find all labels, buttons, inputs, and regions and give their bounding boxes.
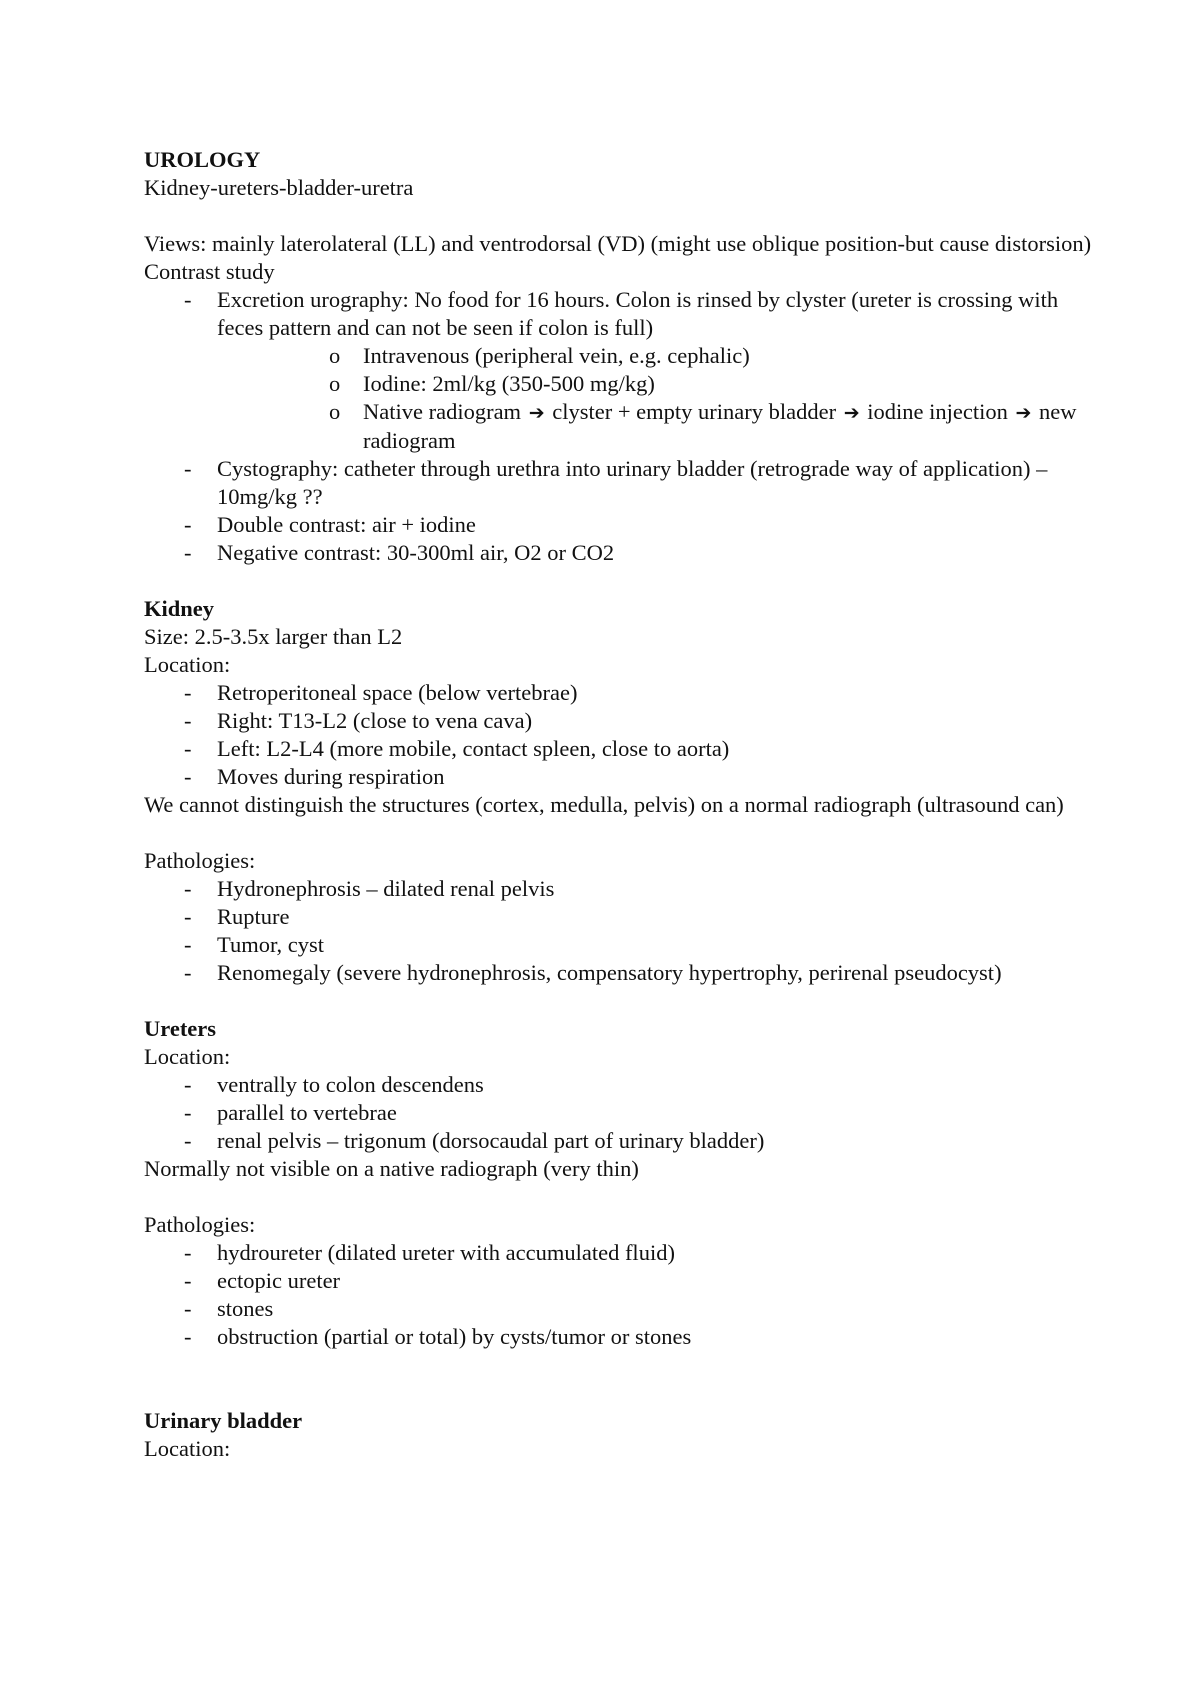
circle-bullet: o <box>329 399 341 424</box>
list-item <box>144 959 1100 987</box>
arrow-right-icon: ➔ <box>1015 402 1032 424</box>
spacer <box>144 567 1100 595</box>
document-subtitle: Kidney-ureters-bladder-uretra <box>144 175 414 200</box>
dash-bullet: - <box>184 512 192 537</box>
arrow-right-icon: ➔ <box>528 402 545 424</box>
dash-bullet: - <box>184 1240 192 1265</box>
list-item-text: Retroperitoneal space (below vertebrae) <box>217 680 578 705</box>
list-item <box>144 735 1100 763</box>
spacer <box>144 1379 1100 1407</box>
native-step-3: iodine injection <box>867 399 1008 424</box>
views-paragraph: Views: mainly laterolateral (LL) and ventrodorsal (VD) (might use oblique position-but cause distorsion) <box>144 231 1092 256</box>
document-title: UROLOGY <box>144 147 261 172</box>
list-item <box>144 511 1100 539</box>
list-item <box>217 398 1100 455</box>
list-item <box>144 1071 1100 1099</box>
list-item-text: Right: T13-L2 (close to vena cava) <box>217 708 533 733</box>
intravenous-text: Intravenous (peripheral vein, e.g. cephalic) <box>363 343 750 368</box>
ureters-pathologies-label: Pathologies: <box>144 1212 256 1237</box>
excretion-urography-text: Excretion urography: No food for 16 hours. Colon is rinsed by clyster (ureter is crossing with feces pattern and can not be seen if colon is full) <box>217 287 1059 340</box>
list-item-text: parallel to vertebrae <box>217 1100 397 1125</box>
list-item <box>144 763 1100 791</box>
list-item <box>144 286 1100 455</box>
ureters-location-list <box>144 1071 1100 1155</box>
kidney-heading: Kidney <box>144 596 215 621</box>
ureters-heading: Ureters <box>144 1016 217 1041</box>
list-item <box>144 903 1100 931</box>
dash-bullet: - <box>184 1296 192 1321</box>
kidney-note: We cannot distinguish the structures (cortex, medulla, pelvis) on a normal radiograph (ultrasound can) <box>144 792 1064 817</box>
dash-bullet: - <box>184 932 192 957</box>
arrow-right-icon: ➔ <box>843 402 860 424</box>
dash-bullet: - <box>184 456 192 481</box>
bladder-heading: Urinary bladder <box>144 1408 303 1433</box>
list-item <box>144 1239 1100 1267</box>
native-step-2: clyster + empty urinary bladder <box>552 399 837 424</box>
dash-bullet: - <box>184 708 192 733</box>
contrast-study-label: Contrast study <box>144 259 275 284</box>
list-item-text: obstruction (partial or total) by cysts/tumor or stones <box>217 1324 692 1349</box>
list-item-text: ectopic ureter <box>217 1268 341 1293</box>
list-item <box>144 1323 1100 1351</box>
contrast-list <box>144 286 1100 567</box>
list-item-text: Rupture <box>217 904 290 929</box>
dash-bullet: - <box>184 960 192 985</box>
list-item-text: ventrally to colon descendens <box>217 1072 484 1097</box>
circle-bullet: o <box>329 343 341 368</box>
kidney-pathologies-list <box>144 875 1100 987</box>
dash-bullet: - <box>184 1268 192 1293</box>
list-item <box>217 370 1100 398</box>
list-item <box>144 539 1100 567</box>
list-item-text: Hydronephrosis – dilated renal pelvis <box>217 876 555 901</box>
list-item <box>144 1267 1100 1295</box>
list-item <box>144 455 1100 511</box>
spacer <box>144 819 1100 847</box>
native-step-1: Native radiogram <box>363 399 522 424</box>
spacer <box>144 987 1100 1015</box>
dash-bullet: - <box>184 736 192 761</box>
dash-bullet: - <box>184 287 192 312</box>
spacer <box>144 1183 1100 1211</box>
list-item <box>144 707 1100 735</box>
excretion-sublist <box>217 342 1100 455</box>
iodine-dose-text: Iodine: 2ml/kg (350-500 mg/kg) <box>363 371 655 396</box>
dash-bullet: - <box>184 540 192 565</box>
dash-bullet: - <box>184 1100 192 1125</box>
native-radiogram-sequence <box>363 398 1100 455</box>
kidney-location-list <box>144 679 1100 791</box>
bladder-location-label: Location: <box>144 1436 231 1461</box>
cystography-text: Cystography: catheter through urethra into urinary bladder (retrograde way of application) – 10mg/kg ?? <box>217 456 1048 509</box>
dash-bullet: - <box>184 1324 192 1349</box>
list-item <box>144 1099 1100 1127</box>
dash-bullet: - <box>184 1072 192 1097</box>
list-item-text: hydroureter (dilated ureter with accumulated fluid) <box>217 1240 675 1265</box>
ureters-pathologies-list <box>144 1239 1100 1351</box>
list-item-text: Tumor, cyst <box>217 932 325 957</box>
list-item <box>144 1127 1100 1155</box>
list-item-text: Renomegaly (severe hydronephrosis, compensatory hypertrophy, perirenal pseudocyst) <box>217 960 1002 985</box>
dash-bullet: - <box>184 764 192 789</box>
ureters-note: Normally not visible on a native radiograph (very thin) <box>144 1156 639 1181</box>
dash-bullet: - <box>184 680 192 705</box>
negative-contrast-text: Negative contrast: 30-300ml air, O2 or CO2 <box>217 540 615 565</box>
list-item-text: Left: L2-L4 (more mobile, contact spleen, close to aorta) <box>217 736 730 761</box>
ureters-location-label: Location: <box>144 1044 231 1069</box>
list-item <box>144 875 1100 903</box>
list-item <box>144 1295 1100 1323</box>
list-item <box>144 679 1100 707</box>
double-contrast-text: Double contrast: air + iodine <box>217 512 476 537</box>
spacer <box>144 202 1100 230</box>
list-item <box>217 342 1100 370</box>
kidney-size: Size: 2.5-3.5x larger than L2 <box>144 624 403 649</box>
spacer <box>144 1351 1100 1379</box>
list-item-text: renal pelvis – trigonum (dorsocaudal part of urinary bladder) <box>217 1128 765 1153</box>
circle-bullet: o <box>329 371 341 396</box>
native-step-4: new radiogram <box>363 399 1077 453</box>
kidney-pathologies-label: Pathologies: <box>144 848 256 873</box>
list-item-text: Moves during respiration <box>217 764 445 789</box>
dash-bullet: - <box>184 876 192 901</box>
list-item-text: stones <box>217 1296 274 1321</box>
dash-bullet: - <box>184 904 192 929</box>
dash-bullet: - <box>184 1128 192 1153</box>
kidney-location-label: Location: <box>144 652 231 677</box>
list-item <box>144 931 1100 959</box>
